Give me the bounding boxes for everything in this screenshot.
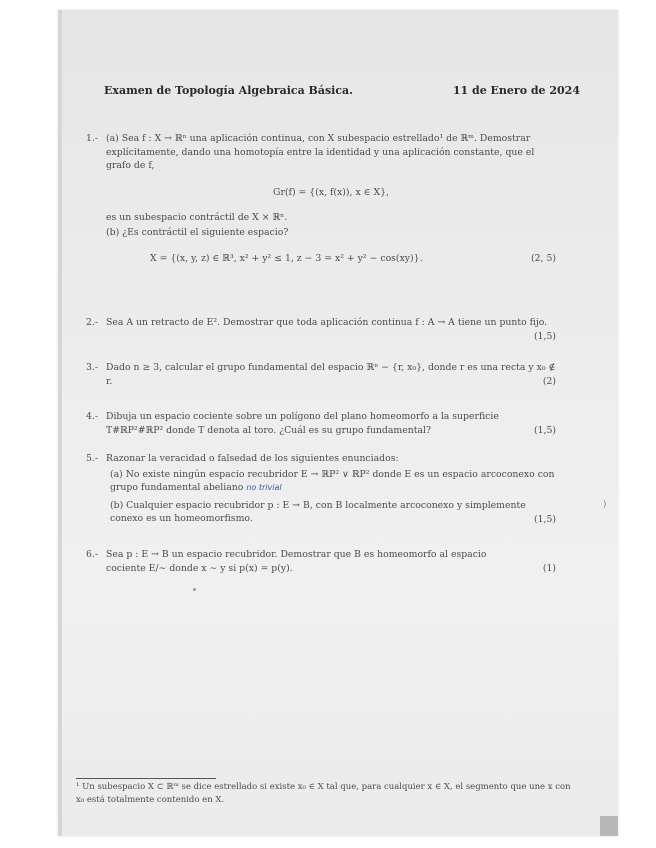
points: (2) [542, 376, 556, 387]
question-1a-conclusion: es un subespacio contráctil de X × ℝⁿ. [106, 212, 288, 223]
points: (1,5) [533, 513, 556, 525]
question-number: 3.- [86, 362, 99, 373]
graph-formula: Gr(f) = {(x, f(x)), x ∈ X}, [273, 186, 389, 198]
question-1b-text: (b) ¿Es contráctil el siguiente espacio? [106, 226, 289, 238]
question-2-text: Sea A un retracto de E². Demostrar que toda aplicación continua f : A → A tiene un punto fijo. [106, 317, 548, 328]
question-5a [106, 468, 556, 495]
question-5-text: Razonar la veracidad o falsedad de los siguientes enunciados: [106, 453, 399, 464]
question-1b-formula-row [106, 252, 556, 266]
exam-sheet [58, 10, 618, 836]
exam-date: 11 de Enero de 2024 [452, 84, 580, 97]
handwritten-annotation: no trivial [246, 483, 282, 492]
exam-title: Examen de Topología Algebraica Básica. [104, 84, 353, 97]
question-5a-text: (a) No existe ningún espacio recubridor E → ℝP² ∨ ℝP² donde E es un espacio arcoconexo con grupo fundamental abeliano [110, 468, 555, 493]
question-number: 4.- [86, 411, 99, 422]
question-number: 5.- [86, 453, 99, 464]
question-number: 1.- [86, 133, 99, 144]
question-5b-text: (b) Cualquier espacio recubridor p : E → B, con B localmente arcoconexo y simplemente conexo es un homeomorfismo. [110, 499, 526, 524]
question-number: 2.- [86, 317, 99, 328]
points: (1,5) [533, 330, 556, 342]
question-1a-text: (a) Sea f : X → ℝⁿ una aplicación continua, con X subespacio estrellado¹ de ℝᵐ. Demostrar explícitamente, dando una homotopía entre la identidad y una aplicación constante, que el grafo de f, [106, 133, 535, 171]
points: (2, 5) [531, 253, 556, 264]
footnote: ¹ Un subespacio X ⊂ ℝᵐ se dice estrellado si existe x₀ ∈ X tal que, para cualquier x ∈ X, el segmento que une x con x₀ está totalmente contenido en X. [76, 782, 571, 805]
page-edge [58, 10, 62, 836]
question-3-text: Dado n ≥ 3, calcular el grupo fundamental del espacio ℝⁿ − {r, x₀}, donde r es una recta y x₀ ∉ r. [106, 362, 556, 387]
points: (1,5) [533, 425, 556, 436]
question-number: 6.- [86, 549, 99, 560]
space-formula: X = {(x, y, z) ∈ ℝ³, x² + y² ≤ 1, z − 3 = x² + y² − cos(xy)}. [150, 253, 423, 264]
points: (1) [542, 563, 556, 574]
page-corner-shadow [600, 816, 618, 836]
smudge [193, 588, 196, 591]
question-4-text: Dibuja un espacio cociente sobre un polígono del plano homeomorfo a la superficie T#ℝP²#ℝP² donde T denota al toro. ¿Cuál es su grupo fundamental? [106, 411, 499, 436]
footnote-rule [76, 778, 216, 779]
margin-mark: ) [603, 500, 607, 510]
question-6-text: Sea p : E → B un espacio recubridor. Demostrar que B es homeomorfo al espacio cociente E/∼ donde x ∼ y si p(x) = p(y). [106, 549, 487, 574]
